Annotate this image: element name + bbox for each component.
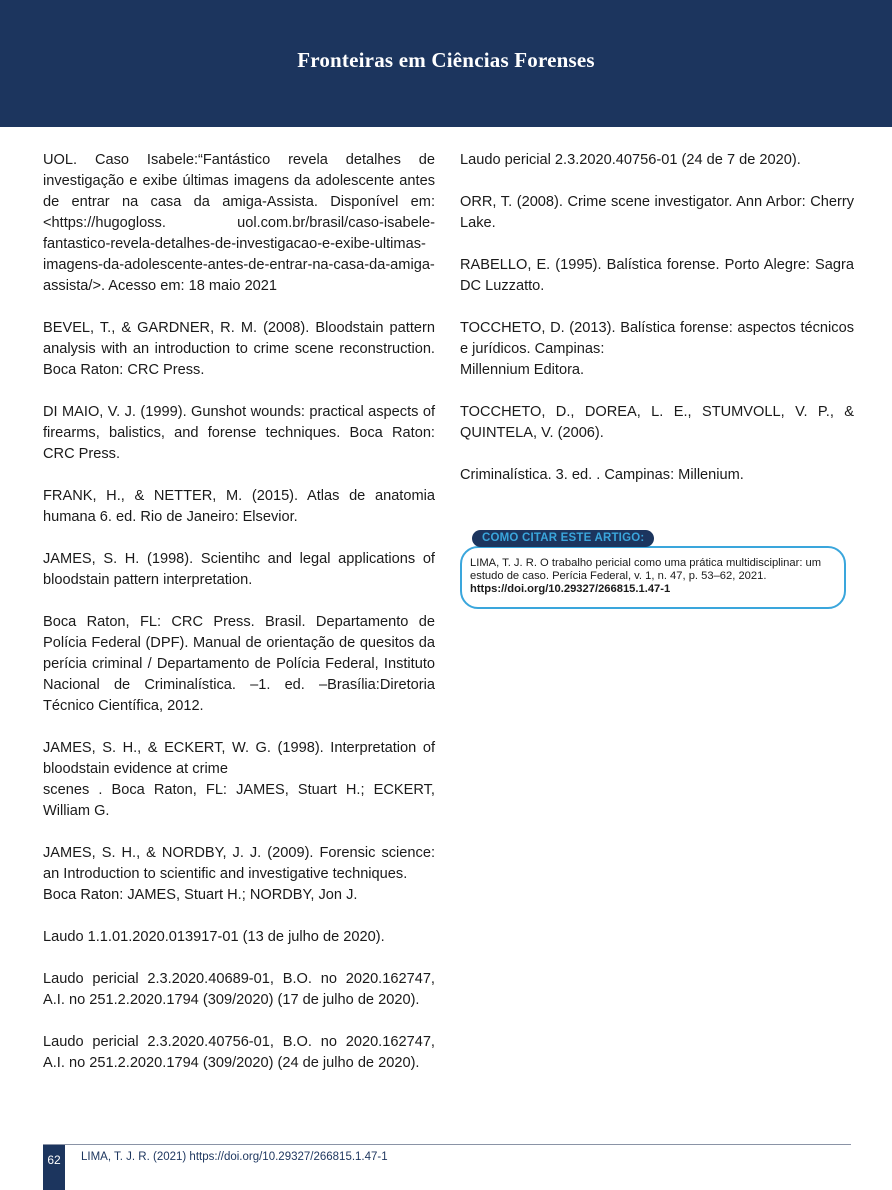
reference-item [43,1032,435,1074]
reference-item [460,402,854,444]
reference-item [460,318,854,381]
reference-line: Boca Raton, FL: CRC Press. Brasil. Departamento de Polícia Federal (DPF). Manual de orientação de quesitos da perícia criminal / Departamento de Polícia Federal, Instituto Nacional de Criminalística. –1. ed. –Brasília:Diretoria Técnico Científica, 2012. [43,614,435,714]
reference-item [43,969,435,1011]
citation-text: LIMA, T. J. R. O trabalho pericial como uma prática multidisciplinar: um estudo de caso. Perícia Federal, v. 1, n. 47, p. 53–62, 2021. [470,557,822,582]
reference-item [460,465,854,486]
reference-line: Laudo pericial 2.3.2020.40756-01 (24 de 7 de 2020). [460,152,801,168]
reference-item [43,927,435,948]
reference-line: BEVEL, T., & GARDNER, R. M. (2008). Bloodstain pattern analysis with an introduction to crime scene reconstruction. Boca Raton: CRC Press. [43,320,435,378]
reference-item [43,549,435,591]
reference-line: JAMES, S. H., & NORDBY, J. J. (2009). Forensic science: an Introduction to scientific and investigative techniques. [43,845,435,882]
citation-badge: COMO CITAR ESTE ARTIGO: [472,530,654,547]
reference-line: ORR, T. (2008). Crime scene investigator. Ann Arbor: Cherry Lake. [460,194,854,231]
reference-line: Millennium Editora. [460,362,585,378]
reference-line: RABELLO, E. (1995). Balística forense. Porto Alegre: Sagra DC Luzzatto. [460,257,854,294]
reference-line: Laudo pericial 2.3.2020.40756-01, B.O. no 2020.162747, A.I. no 251.2.2020.1794 (309/2020) (24 de julho de 2020). [43,1034,435,1071]
footer-citation: LIMA, T. J. R. (2021) https://doi.org/10.29327/266815.1.47-1 [81,1151,388,1163]
citation-box [460,546,846,609]
reference-item [43,843,435,906]
reference-line: TOCCHETO, D. (2013). Balística forense: aspectos técnicos e jurídicos. Campinas: [460,320,854,357]
reference-item [43,402,435,465]
reference-line: JAMES, S. H. (1998). Scientihc and legal applications of bloodstain pattern interpretation. [43,551,435,588]
reference-line: Boca Raton: JAMES, Stuart H.; NORDBY, Jon J. [43,887,358,903]
reference-line: DI MAIO, V. J. (1999). Gunshot wounds: practical aspects of firearms, balistics, and forense techniques. Boca Raton: CRC Press. [43,404,435,462]
references-right-column [460,150,854,507]
reference-line: UOL. Caso Isabele:“Fantástico revela detalhes de investigação e exibe últimas imagens da adolescente antes de entrar na casa da amiga-Assista. Disponível em: <https://hugogloss. uol.com.br/brasil/caso-isabele-fantastico-revela-detalhes-de-investigacao-e-exibe-ultimas-imagens-da-adolescente-antes-de-entrar-na-casa-da-amiga-assista/>. Acesso em: 18 maio 2021 [43,152,435,294]
reference-item [460,255,854,297]
reference-item [43,318,435,381]
reference-line: Laudo pericial 2.3.2020.40689-01, B.O. no 2020.162747, A.I. no 251.2.2020.1794 (309/2020) (17 de julho de 2020). [43,971,435,1008]
reference-line: Laudo 1.1.01.2020.013917-01 (13 de julho de 2020). [43,929,385,945]
reference-line: scenes . Boca Raton, FL: JAMES, Stuart H.; ECKERT, William G. [43,782,435,819]
reference-item [460,192,854,234]
page-number: 62 [43,1145,65,1190]
footer-divider [43,1144,851,1145]
reference-item [460,150,854,171]
reference-line: TOCCHETO, D., DOREA, L. E., STUMVOLL, V. P., & QUINTELA, V. (2006). [460,404,854,441]
reference-line: Criminalística. 3. ed. . Campinas: Millenium. [460,467,744,483]
reference-line: JAMES, S. H., & ECKERT, W. G. (1998). Interpretation of bloodstain evidence at crime [43,740,435,777]
reference-line: FRANK, H., & NETTER, M. (2015). Atlas de anatomia humana 6. ed. Rio de Janeiro: Elsevior. [43,488,435,525]
reference-item [43,486,435,528]
page-header [0,0,892,127]
reference-item [43,612,435,717]
references-left-column [43,150,435,1095]
citation-doi-link[interactable]: https://doi.org/10.29327/266815.1.47-1 [470,583,671,595]
reference-item [43,738,435,822]
journal-title: Fronteiras em Ciências Forenses [297,48,595,72]
reference-item [43,150,435,297]
